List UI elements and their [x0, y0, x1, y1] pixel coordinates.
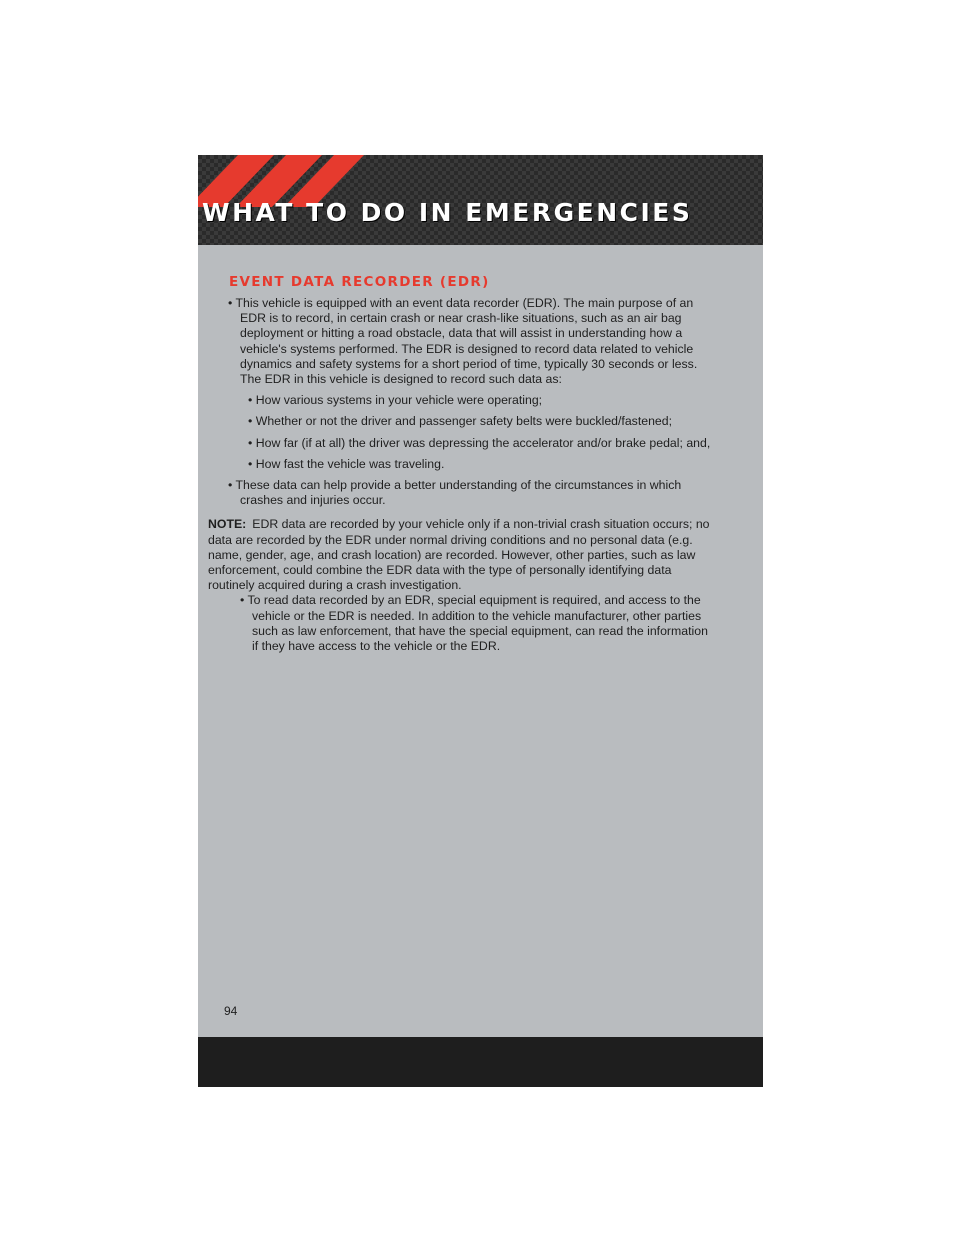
header-title: WHAT TO DO IN EMERGENCIES	[202, 198, 693, 227]
sub-bullet-safety-belts: • Whether or not the driver and passenger safety belts were buckled/fastened;	[248, 414, 673, 429]
content-body	[208, 296, 716, 654]
sub-bullet-pedals: • How far (if at all) the driver was depressing the accelerator and/or brake pedal; and,	[248, 435, 711, 450]
bullet-understanding: • These data can help provide a better understanding of the circumstances in which crashes and injuries occur.	[228, 478, 682, 508]
section-title: EVENT DATA RECORDER (EDR)	[229, 274, 490, 290]
page-footer-bar	[198, 1037, 763, 1087]
sub-bullet-speed: • How fast the vehicle was traveling.	[248, 456, 445, 471]
bullet-edr-purpose: • This vehicle is equipped with an event data recorder (EDR). The main purpose of an EDR is to record, in certain crash or near crash-like situations, such as an air bag deployment or hitting a road obstacle, data that will assist in understanding how a vehicle's systems performed. The EDR is designed to record data related to vehicle dynamics and safety systems for a short period of time, typically 30 seconds or less. The EDR in this vehicle is designed to record such data as:	[228, 296, 698, 387]
note-label: NOTE:	[208, 517, 247, 532]
manual-page	[198, 155, 763, 1087]
page-number: 94	[224, 1004, 238, 1018]
note-text: EDR data are recorded by your vehicle only if a non-trivial crash situation occurs; no data are recorded by the EDR under normal driving conditions and no personal data (e.g. name, gender, age, and crash location) are recorded. However, other parties, such as law enforcement, could combine the EDR data with the type of personally identifying data routinely acquired during a crash investigation.	[208, 517, 710, 593]
sub-bullet-systems: • How various systems in your vehicle were operating;	[248, 393, 543, 408]
page-header	[198, 155, 763, 245]
bullet-read-data: • To read data recorded by an EDR, special equipment is required, and access to the vehicle or the EDR is needed. In addition to the vehicle manufacturer, other parties such as law enforcement, that have the special equipment, can read the information if they have access to the vehicle or the EDR.	[240, 593, 708, 654]
note-paragraph	[208, 517, 716, 593]
